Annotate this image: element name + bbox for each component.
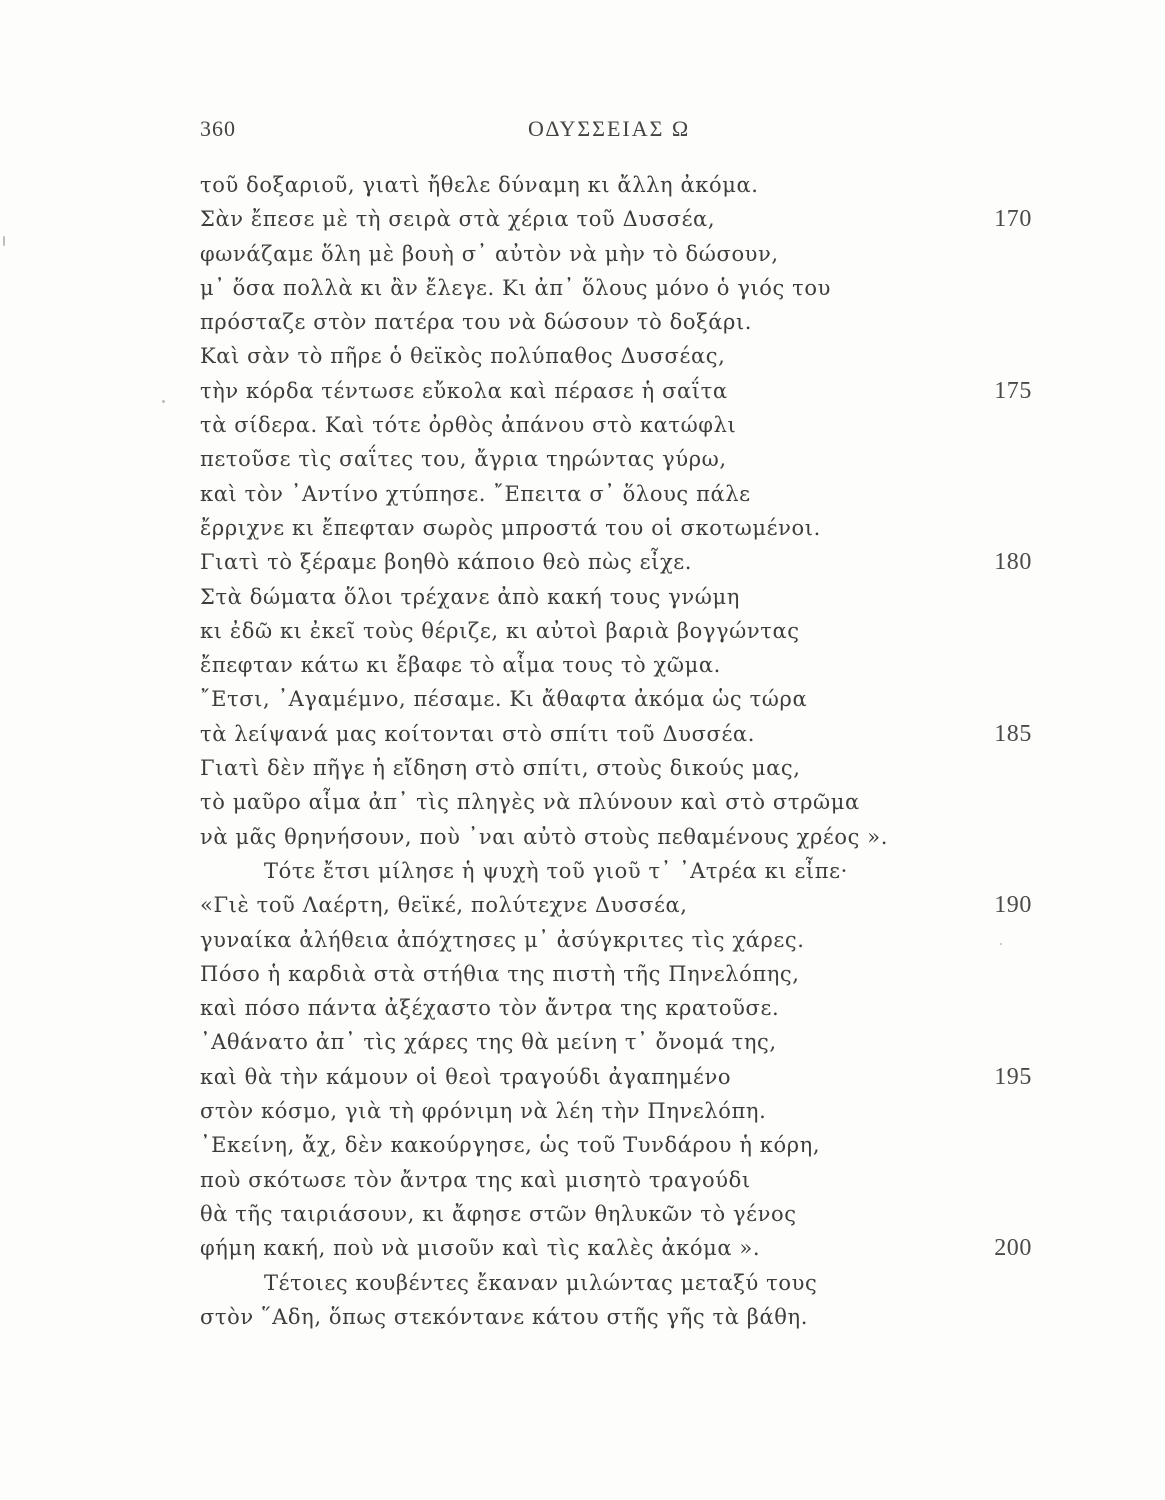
verse-line: [200, 682, 1040, 716]
verse-text: φήμη κακή, ποὺ νὰ μισοῦν καὶ τὶς καλὲς ἀκόμα ».: [200, 1236, 761, 1261]
line-number: 185: [994, 720, 1032, 747]
line-number: 200: [994, 1235, 1032, 1262]
verse-line: [200, 923, 1040, 957]
verse-line: [200, 751, 1040, 785]
page-number: 360: [200, 116, 236, 141]
verse-text: τὰ σίδερα. Καὶ τότε ὀρθὸς ἀπάνου στὸ κατώφλι: [200, 413, 737, 438]
verse-line: [200, 957, 1040, 991]
verse-line: [200, 237, 1040, 271]
verse-text: νὰ μᾶς θρηνήσουν, ποὺ ᾽ναι αὐτὸ στοὺς πεθαμένους χρέος ».: [200, 824, 888, 849]
line-number: 175: [994, 377, 1032, 404]
verse-line: [200, 511, 1040, 545]
verse-line: [200, 168, 1040, 202]
verse-line: [200, 1025, 1040, 1059]
verse-text: Γιατὶ δὲν πῆγε ἡ εἴδηση στὸ σπίτι, στοὺς δικούς μας,: [200, 756, 801, 781]
verse-line: [200, 614, 1040, 648]
verse-text: γυναίκα ἀλήθεια ἀπόχτησες μ᾽ ἀσύγκριτες τὶς χάρες.: [200, 927, 805, 952]
verse-line: [200, 991, 1040, 1025]
verse-block: [200, 168, 1040, 1334]
verse-line: [200, 785, 1040, 819]
line-number: 170: [994, 206, 1032, 233]
verse-text: ποὺ σκότωσε τὸν ἄντρα της καὶ μισητὸ τραγούδι: [200, 1167, 751, 1192]
verse-line: [200, 580, 1040, 614]
verse-line: [200, 1128, 1040, 1162]
verse-line: [200, 1197, 1040, 1231]
verse-text: Σὰν ἔπεσε μὲ τὴ σειρὰ στὰ χέρια τοῦ Δυσσέα,: [200, 207, 716, 232]
verse-line: [200, 1300, 1040, 1334]
verse-text: τὴν κόρδα τέντωσε εὔκολα καὶ πέρασε ἡ σαΐτα: [200, 378, 728, 403]
verse-text: τὰ λείψανά μας κοίτονται στὸ σπίτι τοῦ Δυσσέα.: [200, 721, 755, 746]
paper-speck: [1000, 943, 1002, 945]
verse-line: [200, 305, 1040, 339]
verse-line: [200, 854, 1040, 888]
verse-text: στὸν κόσμο, γιὰ τὴ φρόνιμη νὰ λέη τὴν Πηνελόπη.: [200, 1099, 767, 1124]
verse-text: ᾽Εκείνη, ἄχ, δὲν κακούργησε, ὡς τοῦ Τυνδάρου ἡ κόρη,: [200, 1133, 821, 1158]
verse-text: ᾽Αθάνατο ἀπ᾽ τὶς χάρες της θὰ μείνη τ᾽ ὄνομά της,: [200, 1030, 777, 1055]
verse-text: ἔρριχνε κι ἔπεφταν σωρὸς μπροστά του οἱ σκοτωμένοι.: [200, 515, 821, 540]
verse-line: [200, 648, 1040, 682]
verse-text: Πόσο ἡ καρδιὰ στὰ στήθια της πιστὴ τῆς Πηνελόπης,: [200, 961, 800, 986]
verse-text: Στὰ δώματα ὅλοι τρέχανε ἀπὸ κακή τους γνώμη: [200, 584, 740, 609]
verse-line: [200, 888, 1040, 922]
verse-line: [200, 717, 1040, 751]
verse-text: ῎Ετσι, ᾽Αγαμέμνο, πέσαμε. Κι ἄθαφτα ἀκόμα ὡς τώρα: [200, 687, 808, 712]
line-number: 190: [994, 892, 1032, 919]
verse-line: [200, 477, 1040, 511]
verse-line: [200, 202, 1040, 236]
line-number: 195: [994, 1063, 1032, 1090]
verse-text: Γιατὶ τὸ ξέραμε βοηθὸ κάποιο θεὸ πὼς εἶχε.: [200, 550, 693, 575]
running-title: ΟΔΥΣΣΕΙΑΣ Ω: [528, 116, 691, 141]
verse-text: φωνάζαμε ὅλη μὲ βουὴ σ᾽ αὐτὸν νὰ μὴν τὸ δώσουν,: [200, 241, 779, 266]
verse-text: πρόσταζε στὸν πατέρα του νὰ δώσουν τὸ δοξάρι.: [200, 310, 753, 335]
verse-text: «Γιὲ τοῦ Λαέρτη, θεϊκέ, πολύτεχνε Δυσσέα,: [200, 893, 688, 918]
verse-line: [200, 1094, 1040, 1128]
verse-text: στὸν ῞Αδη, ὅπως στεκόντανε κάτου στῆς γῆς τὰ βάθη.: [200, 1304, 809, 1329]
verse-line: [200, 1231, 1040, 1265]
verse-text: θὰ τῆς ταιριάσουν, κι ἄφησε στῶν θηλυκῶν τὸ γένος: [200, 1201, 797, 1226]
verse-line: [200, 408, 1040, 442]
verse-line: [200, 1060, 1040, 1094]
verse-text: μ᾽ ὅσα πολλὰ κι ἂν ἔλεγε. Κι ἀπ᾽ ὅλους μόνο ὁ γιός του: [200, 275, 832, 300]
verse-text: Τέτοιες κουβέντες ἔκαναν μιλώντας μεταξύ τους: [264, 1270, 818, 1295]
verse-line: [200, 442, 1040, 476]
verse-text: καὶ πόσο πάντα ἀξέχαστο τὸν ἄντρα της κρατοῦσε.: [200, 996, 780, 1021]
verse-line: [200, 545, 1040, 579]
verse-text: πετοῦσε τὶς σαΐτες του, ἄγρια τηρώντας γύρω,: [200, 447, 727, 472]
verse-text: Τότε ἔτσι μίλησε ἡ ψυχὴ τοῦ γιοῦ τ᾽ ᾽Ατρέα κι εἶπε·: [264, 858, 848, 883]
verse-text: κι ἐδῶ κι ἐκεῖ τοὺς θέριζε, κι αὐτοὶ βαριὰ βογγώντας: [200, 618, 800, 643]
verse-text: καὶ θὰ τὴν κάμουν οἱ θεοὶ τραγούδι ἀγαπημένο: [200, 1064, 732, 1089]
verse-text: καὶ τὸν ᾽Αντίνο χτύπησε. ῎Επειτα σ᾽ ὅλους πάλε: [200, 481, 751, 506]
verse-text: ἔπεφταν κάτω κι ἔβαφε τὸ αἷμα τους τὸ χῶμα.: [200, 653, 721, 678]
verse-text: τὸ μαῦρο αἷμα ἀπ᾽ τὶς πληγὲς νὰ πλύνουν καὶ στὸ στρῶμα: [200, 790, 860, 815]
verse-text: τοῦ δοξαριοῦ, γιατὶ ἤθελε δύναμη κι ἄλλη ἀκόμα.: [200, 173, 759, 197]
paper-speck: [162, 400, 165, 403]
verse-line: [200, 339, 1040, 373]
verse-line: [200, 820, 1040, 854]
verse-line: [200, 374, 1040, 408]
verse-line: [200, 1266, 1040, 1300]
paper-speck: [3, 236, 5, 246]
verse-line: [200, 1163, 1040, 1197]
line-number: 180: [994, 549, 1032, 576]
verse-line: [200, 271, 1040, 305]
verse-text: Καὶ σὰν τὸ πῆρε ὁ θεϊκὸς πολύπαθος Δυσσέας,: [200, 344, 726, 369]
running-header: [200, 116, 1040, 146]
